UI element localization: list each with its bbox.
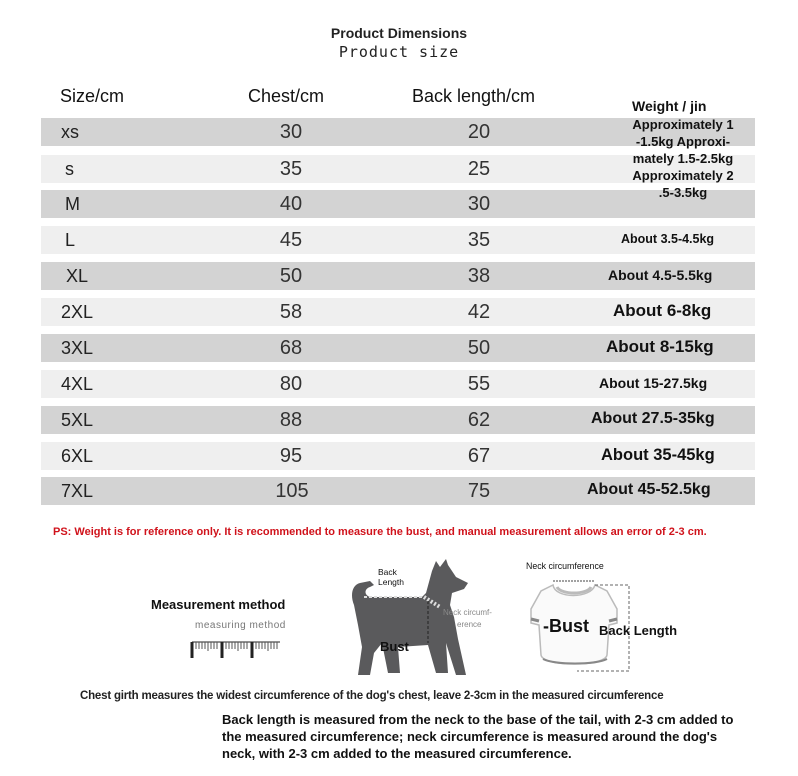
back-length-cell: 20: [467, 121, 491, 143]
column-header-weight: Weight / jin: [632, 98, 707, 114]
size-cell: 2XL: [61, 302, 94, 322]
shirt-diagram: [515, 555, 705, 680]
dog-back-label-2: Length: [378, 577, 404, 587]
shirt-neck-label: Neck circumference: [526, 561, 604, 571]
size-cell: xs: [61, 122, 79, 142]
chest-cell: 68: [279, 337, 303, 359]
chest-cell: 105: [275, 480, 309, 502]
shirt-back-length-label: Back Length: [599, 623, 678, 638]
chest-cell: 35: [279, 158, 303, 180]
page-subtitle: Product size: [338, 43, 460, 61]
weight-line: mately 1.5-2.5kg: [632, 151, 734, 166]
chest-cell: 50: [279, 265, 303, 287]
weight-cell: About 6-8kg: [613, 301, 712, 320]
back-length-note: Back length is measured from the neck to the base of the tail, with 2-3 cm added to the measured circumference; neck circumference is measured around the dog's neck, with 2-3 cm added to the measured circumference.: [222, 712, 734, 761]
weight-cell: About 45-52.5kg: [587, 481, 711, 498]
size-cell: XL: [66, 266, 89, 286]
chest-girth-note: Chest girth measures the widest circumference of the dog's chest, leave 2-3cm in the measured circumference: [80, 690, 664, 702]
back-length-cell: 25: [467, 158, 491, 180]
weight-cell: About 15-27.5kg: [599, 375, 708, 391]
page-title: Product Dimensions: [330, 25, 468, 41]
dog-back-label-1: Back: [378, 567, 397, 577]
weight-line: Approximately 1: [632, 117, 734, 132]
measurement-method-subtitle: measuring method: [195, 620, 286, 631]
weight-cell: About 4.5-5.5kg: [608, 267, 713, 283]
back-length-cell: 55: [467, 373, 491, 395]
chest-cell: 45: [279, 229, 303, 251]
size-cell: s: [65, 159, 74, 179]
back-length-cell: 75: [467, 480, 491, 502]
chest-cell: 95: [279, 445, 303, 467]
weight-line: -1.5kg Approxi-: [635, 134, 731, 149]
back-length-cell: 50: [467, 337, 491, 359]
ruler-icon: [190, 640, 282, 660]
size-cell: 7XL: [61, 481, 94, 501]
chest-cell: 40: [279, 193, 303, 215]
size-cell: 6XL: [61, 446, 94, 466]
size-cell: 3XL: [61, 338, 94, 358]
back-length-cell: 38: [467, 265, 491, 287]
reference-warning: PS: Weight is for reference only. It is recommended to measure the bust, and manual measurement allows an error of 2-3 cm.: [53, 526, 707, 538]
dog-neck-label-2: erence: [457, 620, 482, 629]
size-cell: 5XL: [61, 410, 94, 430]
dog-bust-label: Bust: [380, 639, 409, 654]
weight-cell-xs-s-m: [608, 116, 758, 201]
chest-cell: 80: [279, 373, 303, 395]
back-length-cell: 42: [467, 301, 491, 323]
measurement-method-title: Measurement method: [151, 597, 286, 612]
back-length-cell: 35: [467, 229, 491, 251]
column-header-back-length: Back length/cm: [412, 86, 536, 106]
size-cell: L: [65, 230, 76, 250]
chest-cell: 58: [279, 301, 303, 323]
chest-cell: 30: [279, 121, 303, 143]
column-header-chest: Chest/cm: [248, 86, 325, 106]
weight-cell: About 35-45kg: [601, 446, 715, 464]
size-cell: 4XL: [61, 374, 94, 394]
column-header-size: Size/cm: [60, 86, 125, 106]
size-cell: M: [65, 194, 80, 214]
weight-cell: About 8-15kg: [606, 337, 714, 356]
weight-cell: About 27.5-35kg: [591, 410, 715, 427]
weight-line: Approximately 2: [632, 168, 734, 183]
back-length-cell: 30: [467, 193, 491, 215]
dog-silhouette-icon: [352, 559, 468, 675]
chest-cell: 88: [279, 409, 303, 431]
back-length-cell: 62: [467, 409, 491, 431]
shirt-bust-label: -Bust: [543, 616, 589, 636]
back-length-cell: 67: [467, 445, 491, 467]
weight-line: .5-3.5kg: [658, 185, 708, 200]
dog-neck-label-1: Neck circumf-: [443, 608, 492, 617]
weight-cell: About 3.5-4.5kg: [621, 232, 715, 246]
dog-diagram: [340, 555, 510, 680]
